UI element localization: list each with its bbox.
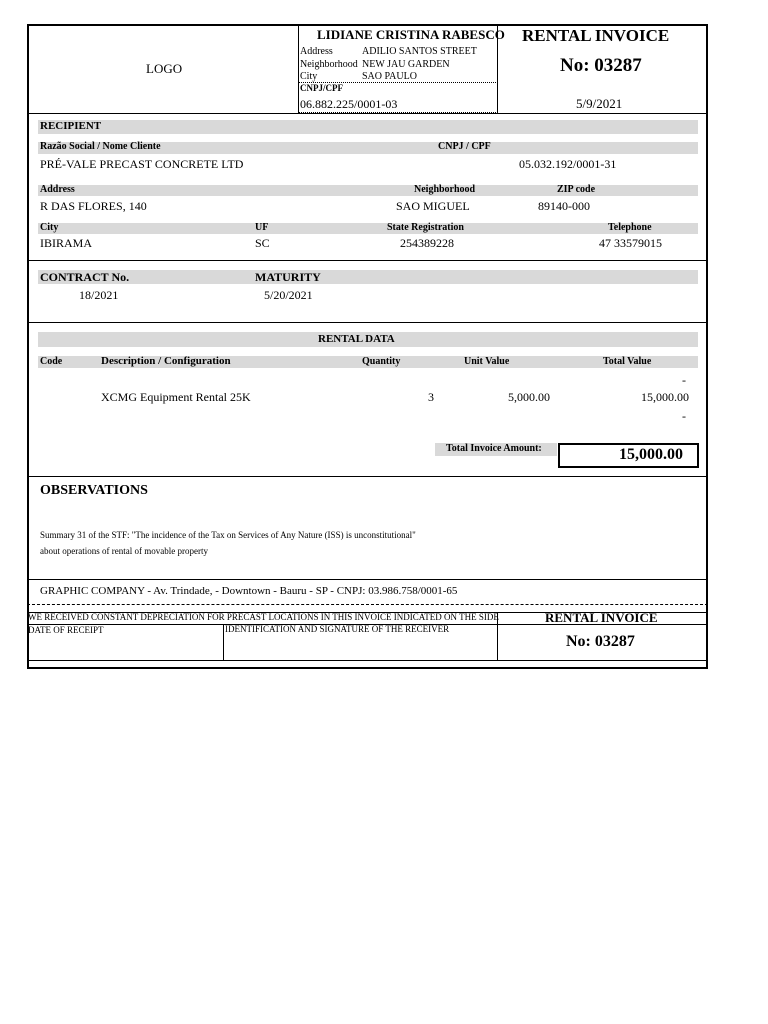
recipient-telephone-label: Telephone xyxy=(608,222,652,233)
recipient-name-value: PRÉ-VALE PRECAST CONCRETE LTD xyxy=(40,157,244,171)
recipient-address-band xyxy=(38,185,698,196)
recipient-state-reg-label: State Registration xyxy=(387,222,464,233)
recipient-name-label: Razão Social / Nome Cliente xyxy=(40,141,161,152)
recipient-city-label: City xyxy=(40,222,59,233)
recipient-address-label: Address xyxy=(40,184,75,195)
recipient-address-value: R DAS FLORES, 140 xyxy=(40,199,147,213)
recipient-city-band xyxy=(38,223,698,234)
receipt-divider-left xyxy=(223,624,224,660)
logo: LOGO xyxy=(146,61,183,76)
col-description: Description / Configuration xyxy=(101,355,231,367)
row-quantity: 3 xyxy=(428,390,434,404)
issuer-neighborhood-value: NEW JAU GARDEN xyxy=(362,59,450,70)
recipient-telephone-value: 47 33579015 xyxy=(599,236,662,250)
recipient-uf-value: SC xyxy=(255,236,270,250)
recipient-band xyxy=(38,120,698,134)
recipient-cnpj-value: 05.032.192/0001-31 xyxy=(519,157,617,171)
total-value: 15,000.00 xyxy=(619,446,683,463)
received-text: WE RECEIVED CONSTANT DEPRECIATION FOR PRECAST LOCATIONS IN THIS INVOICE INDICATED ON THE SIDE xyxy=(28,612,499,622)
receipt-number: No: 03287 xyxy=(566,633,635,650)
contract-band xyxy=(38,270,698,284)
observations-line2: about operations of rental of movable property xyxy=(40,546,208,556)
row-total-value: 15,000.00 xyxy=(641,390,689,404)
observations-line1: Summary 31 of the STF: "The incidence of the Tax on Services of Any Nature (ISS) is unconstitutional" xyxy=(40,530,416,540)
issue-date: 5/9/2021 xyxy=(576,96,623,111)
contract-label: CONTRACT No. xyxy=(40,270,130,284)
observations-title: OBSERVATIONS xyxy=(40,483,148,498)
maturity-value: 5/20/2021 xyxy=(264,288,313,302)
dash-bottom: - xyxy=(682,409,686,423)
cut-line xyxy=(27,604,708,605)
col-code: Code xyxy=(40,356,63,367)
maturity-label: MATURITY xyxy=(255,270,321,284)
recipient-uf-label: UF xyxy=(255,222,269,233)
receipt-divider-right xyxy=(497,612,498,660)
receipt-title: RENTAL INVOICE xyxy=(545,610,658,625)
receipt-bottom-rule xyxy=(27,660,708,661)
recipient-city-value: IBIRAMA xyxy=(40,236,93,250)
contract-value: 18/2021 xyxy=(79,288,119,302)
issuer-cnpj-label: CNPJ/CPF xyxy=(300,83,343,93)
rental-section-label: RENTAL DATA xyxy=(318,333,395,345)
observations-bottom-rule xyxy=(27,579,708,580)
company-name: LIDIANE CRISTINA RABESCO xyxy=(317,27,505,42)
row-unit-value: 5,000.00 xyxy=(508,390,550,404)
issuer-city-value: SAO PAULO xyxy=(362,71,417,82)
col-total-value: Total Value xyxy=(603,356,652,367)
date-of-receipt-label: DATE OF RECEIPT xyxy=(28,625,104,635)
recipient-section-label: RECIPIENT xyxy=(40,120,102,132)
doc-number: No: 03287 xyxy=(560,55,642,76)
total-label: Total Invoice Amount: xyxy=(446,443,542,454)
row-description: XCMG Equipment Rental 25K xyxy=(101,390,251,404)
header-bottom-rule xyxy=(27,113,708,114)
issuer-address-label: Address xyxy=(300,46,333,57)
doc-title: RENTAL INVOICE xyxy=(522,26,670,45)
issuer-cnpj-value: 06.882.225/0001-03 xyxy=(300,97,398,111)
col-unit-value: Unit Value xyxy=(464,356,510,367)
recipient-zip-label: ZIP code xyxy=(557,184,596,195)
recipient-neighborhood-label: Neighborhood xyxy=(414,184,476,195)
issuer-address-value: ADILIO SANTOS STREET xyxy=(362,46,477,57)
recipient-bottom-rule xyxy=(27,260,708,261)
issuer-city-label: City xyxy=(300,71,318,82)
col-quantity: Quantity xyxy=(362,356,401,367)
rental-bottom-rule xyxy=(27,476,708,477)
recipient-state-reg-value: 254389228 xyxy=(400,236,454,250)
recipient-zip-value: 89140-000 xyxy=(538,199,590,213)
recipient-cnpj-label: CNPJ / CPF xyxy=(438,141,491,152)
signature-label: IDENTIFICATION AND SIGNATURE OF THE RECEIVER xyxy=(225,624,450,634)
issuer-neighborhood-label: Neighborhood xyxy=(300,59,358,70)
recipient-neighborhood-value: SAO MIGUEL xyxy=(396,199,470,213)
graphic-company: GRAPHIC COMPANY - Av. Trindade, - Downtown - Bauru - SP - CNPJ: 03.986.758/0001-65 xyxy=(40,585,458,597)
contract-bottom-rule xyxy=(27,322,708,323)
dash-top: - xyxy=(682,373,686,387)
